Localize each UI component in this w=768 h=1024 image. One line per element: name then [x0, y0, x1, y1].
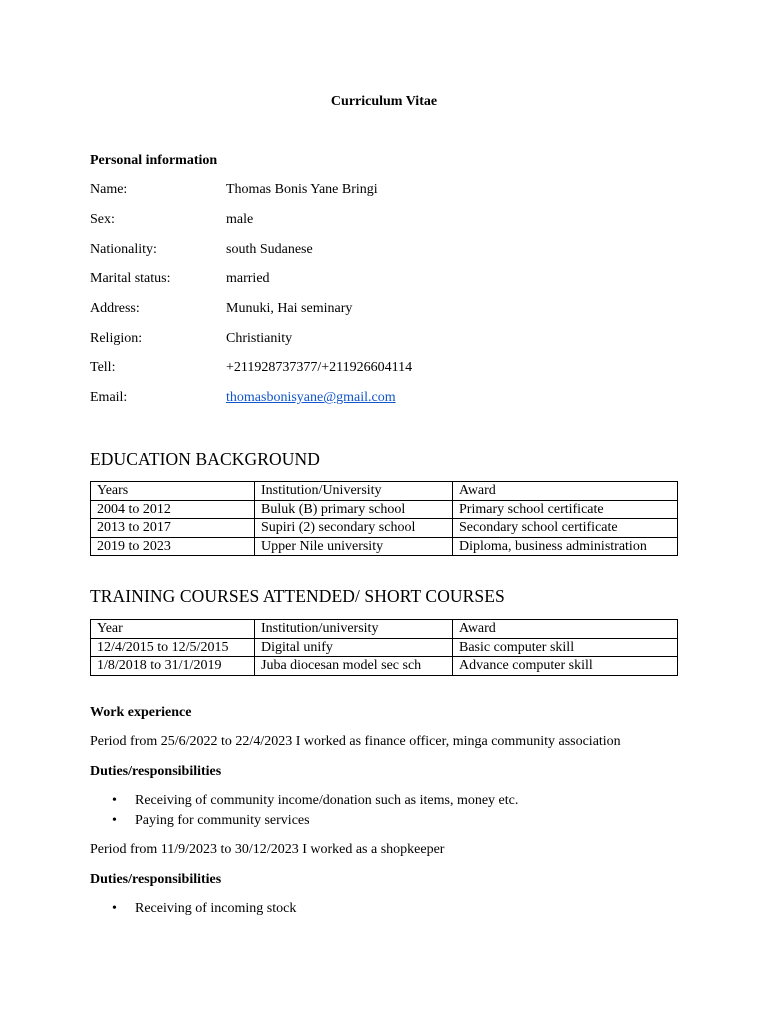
field-label: Tell:	[90, 360, 116, 375]
table-cell: Digital unify	[255, 638, 453, 657]
education-table	[90, 481, 678, 556]
field-label: Name:	[90, 182, 128, 197]
table-header-cell: Year	[91, 620, 255, 639]
email-link[interactable]: thomasbonisyane@gmail.com	[226, 390, 396, 405]
table-cell: 2004 to 2012	[91, 500, 255, 519]
table-header-cell: Institution/University	[255, 482, 453, 501]
work-experience-heading: Work experience	[90, 705, 192, 720]
field-label: Address:	[90, 301, 140, 316]
field-label: Nationality:	[90, 242, 157, 257]
duties-heading: Duties/responsibilities	[90, 872, 222, 887]
table-row	[91, 638, 678, 657]
table-cell: Advance computer skill	[453, 657, 678, 676]
field-value: +211928737377/+211926604114	[226, 360, 413, 375]
field-value: south Sudanese	[226, 242, 313, 257]
table-cell: Upper Nile university	[255, 537, 453, 556]
table-cell: Secondary school certificate	[453, 519, 678, 538]
table-row	[91, 657, 678, 676]
table-cell: Primary school certificate	[453, 500, 678, 519]
job-period: Period from 25/6/2022 to 22/4/2023 I worked as finance officer, minga community association	[90, 734, 621, 749]
duties-list	[90, 791, 518, 831]
document-title: Curriculum Vitae	[330, 94, 438, 109]
duties-list	[90, 899, 296, 919]
table-cell: Buluk (B) primary school	[255, 500, 453, 519]
table-header-cell: Institution/university	[255, 620, 453, 639]
list-item-text: Paying for community services	[135, 813, 310, 828]
list-item	[90, 791, 518, 811]
table-row	[91, 519, 678, 538]
field-value: male	[226, 212, 254, 227]
bullet-icon: •	[112, 793, 117, 808]
training-table	[90, 619, 678, 676]
training-heading: TRAINING COURSES ATTENDED/ SHORT COURSES	[90, 586, 505, 606]
table-cell: Diploma, business administration	[453, 537, 678, 556]
duties-heading: Duties/responsibilities	[90, 764, 222, 779]
bullet-icon: •	[112, 813, 117, 828]
education-heading: EDUCATION BACKGROUND	[90, 449, 320, 469]
list-item	[90, 899, 296, 919]
table-header-row	[91, 482, 678, 501]
personal-info-heading: Personal information	[90, 153, 218, 168]
field-value: Christianity	[226, 331, 293, 346]
table-row	[91, 537, 678, 556]
table-cell: 1/8/2018 to 31/1/2019	[91, 657, 255, 676]
field-value: Munuki, Hai seminary	[226, 301, 353, 316]
field-label: Religion:	[90, 331, 143, 346]
field-label: Email:	[90, 390, 128, 405]
table-header-cell: Award	[453, 482, 678, 501]
field-label: Sex:	[90, 212, 115, 227]
list-item-text: Receiving of incoming stock	[135, 901, 297, 916]
bullet-icon: •	[112, 901, 117, 916]
table-cell: Juba diocesan model sec sch	[255, 657, 453, 676]
table-cell: Supiri (2) secondary school	[255, 519, 453, 538]
list-item-text: Receiving of community income/donation such as items, money etc.	[135, 793, 519, 808]
table-header-cell: Years	[91, 482, 255, 501]
list-item	[90, 811, 518, 831]
table-row	[91, 500, 678, 519]
table-cell: 2019 to 2023	[91, 537, 255, 556]
table-cell: 12/4/2015 to 12/5/2015	[91, 638, 255, 657]
field-value: Thomas Bonis Yane Bringi	[226, 182, 378, 197]
field-value: married	[226, 271, 270, 286]
table-cell: 2013 to 2017	[91, 519, 255, 538]
job-period: Period from 11/9/2023 to 30/12/2023 I worked as a shopkeeper	[90, 842, 445, 857]
table-header-cell: Award	[453, 620, 678, 639]
table-header-row	[91, 620, 678, 639]
table-cell: Basic computer skill	[453, 638, 678, 657]
field-label: Marital status:	[90, 271, 171, 286]
